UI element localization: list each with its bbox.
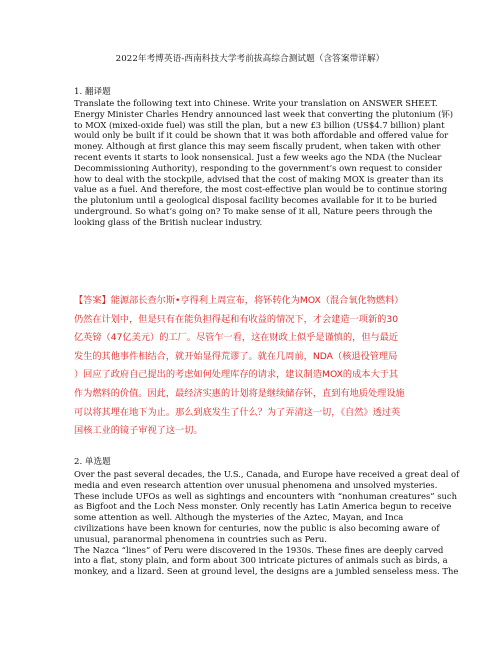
text-line: the plutonium until a geological disposal facility becomes available for it to be buried — [74, 195, 438, 206]
text-line: monkey, and a lizard. Seen at ground level, the designs are a jumbled senseless mess. The — [74, 566, 459, 577]
answer-line: 仍然在计划中，但是只有在能负担得起和有收益的情况下，才会建造一项新的30 — [74, 313, 399, 325]
answer-line: 【答案】能源部长查尔斯•亨得利上周宣布，将钚转化为MOX（混合氧化物燃料） — [74, 295, 404, 306]
answer-line: 发生的其他事件相结合，就开始显得荒谬了。就在几周前，NDA（核退役管理局 — [74, 350, 398, 362]
answer-line: 亿英镑（47亿美元）的工厂。尽管乍一看，这在财政上似乎是谨慎的，但与最近 — [74, 332, 399, 344]
text-line: money. Although at first glance this may seem fiscally prudent, when taken with other — [74, 141, 441, 152]
question-2-heading: 2. 单选题 — [74, 457, 111, 467]
text-line: how to deal with the stockpile, advised that the cost of making MOX is greater than its — [74, 173, 444, 184]
answer-line: ）回应了政府自己提出的考虑如何处理库存的请求，建议制造MOX的成本大于其 — [74, 369, 399, 381]
text-line: underground. So what’s going on? To make sense of it all, Nature peers through the — [74, 205, 433, 216]
text-line: media and even research attention over unusual phenomena and unsolved mysteries. — [74, 479, 438, 490]
answer-block — [74, 292, 434, 441]
text-line: The Nazca “lines” of Peru were discovered in the 1930s. These fines are deeply carved — [74, 544, 444, 555]
text-line: These include UFOs as well as sightings and encounters with “nonhuman creatures” such — [74, 490, 458, 501]
text-line: Decommissioning Authority), responding to the government’s own request to consider — [74, 162, 442, 173]
document-title: 2022年考博英语-西南科技大学考前拔高综合测试题（含答案带详解） — [115, 54, 385, 64]
text-line: to MOX (mixed-oxide fuel) was still the plan, but a new £3 billion (US$4.7 billion) plant — [74, 119, 445, 130]
text-line: Over the past several decades, the U.S., Canada, and Europe have received a great deal of — [74, 469, 460, 479]
text-line: as Bigfoot and the Loch Ness monster. Only recently has Latin America begun to receive — [74, 501, 452, 512]
answer-line: 可以将其埋在地下为止。那么到底发生了什么？为了弄清这一切，《自然》透过英 — [74, 406, 401, 418]
text-line: Energy Minister Charles Hendry announced last week that converting the plutonium (钚) — [74, 108, 453, 119]
text-line: Translate the following text into Chinese. Write your translation on ANSWER SHEET. — [74, 98, 438, 108]
text-line: civilizations have been known for centuries, now the public is also becoming aware of — [74, 522, 440, 533]
text-line: some attention as well. Although the mysteries of the Aztec, Mayan, and Inca — [74, 512, 404, 523]
answer-line: 作为燃料的价值。因此，最经济实惠的计划将是继续储存钚，直到有地质处理设施 — [74, 387, 405, 399]
text-line: into a flat, stony plain, and form about 300 intricate pictures of animals such as birds, a — [74, 555, 448, 566]
text-line: unusual, paranormal phenomena in countries such as Peru. — [74, 533, 327, 544]
question-2-text — [74, 469, 460, 577]
text-line: looking glass of the British nuclear industry. — [74, 216, 263, 227]
text-line: would only be built if it could be shown that it was both affordable and offered value for — [74, 130, 449, 141]
text-line: recent events it starts to look nonsensical. Just a few weeks ago the NDA (the Nuclear — [74, 151, 442, 162]
answer-line: 国核工业的镜子审视了这一切。 — [74, 425, 203, 437]
question-1-heading: 1. 翻译题 — [74, 87, 111, 97]
question-1-text — [74, 98, 453, 228]
text-line: value as a fuel. And therefore, the most cost-effective plan would be to continue storing — [74, 184, 448, 195]
